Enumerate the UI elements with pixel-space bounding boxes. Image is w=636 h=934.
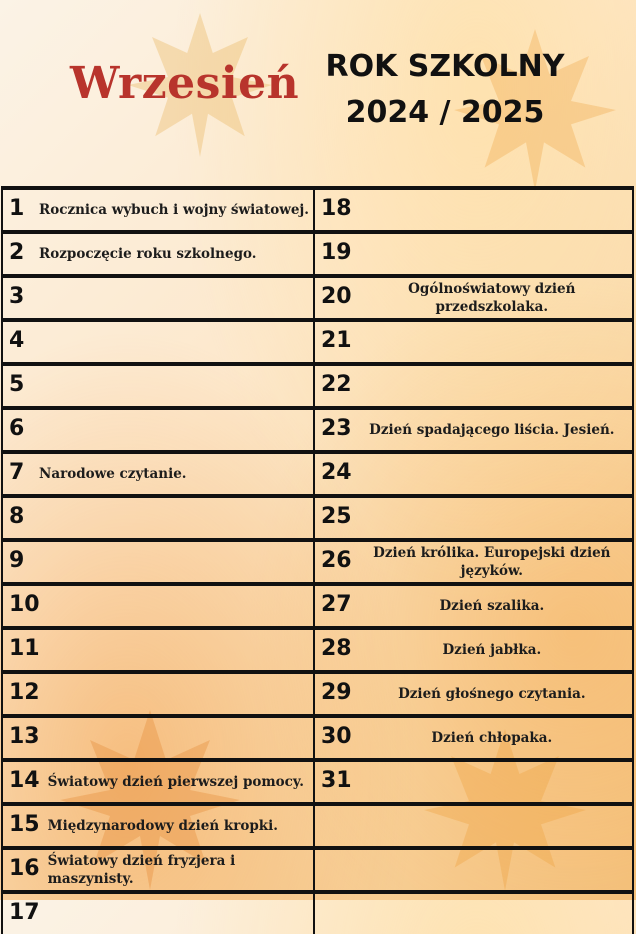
calendar-day-cell	[315, 802, 634, 846]
calendar-day-cell	[315, 186, 634, 230]
day-number: 11	[9, 636, 40, 661]
calendar-day-cell	[315, 846, 634, 890]
day-number: 29	[321, 680, 352, 705]
day-event: Dzień szalika.	[439, 598, 545, 614]
day-number: 7	[9, 460, 25, 485]
day-number: 17	[9, 900, 40, 925]
day-event: Światowy dzień pierwszej pomocy.	[47, 774, 304, 790]
day-number: 25	[321, 504, 352, 529]
calendar-day-cell	[315, 274, 634, 318]
day-number: 27	[321, 592, 352, 617]
calendar-day-cell	[1, 890, 313, 934]
day-event: Dzień spadającego liścia. Jesień.	[369, 422, 615, 438]
calendar-column-right	[315, 186, 634, 934]
day-number: 22	[321, 372, 352, 397]
day-number: 13	[9, 724, 40, 749]
day-number: 16	[9, 856, 40, 881]
calendar-day-cell	[315, 362, 634, 406]
calendar-day-cell	[1, 802, 313, 846]
calendar-day-cell	[1, 362, 313, 406]
month-title: Wrzesień	[70, 58, 300, 109]
day-number: 28	[321, 636, 352, 661]
calendar-day-cell	[1, 538, 313, 582]
day-number: 14	[9, 768, 40, 793]
calendar-day-cell	[315, 626, 634, 670]
calendar-day-cell	[315, 230, 634, 274]
calendar-day-cell	[315, 758, 634, 802]
day-number: 2	[9, 240, 25, 265]
day-event: Dzień jabłka.	[442, 642, 542, 658]
day-number: 21	[321, 328, 352, 353]
calendar-day-cell	[1, 670, 313, 714]
day-event: Rocznica wybuch i wojny światowej.	[39, 202, 310, 218]
day-number: 20	[321, 284, 352, 309]
calendar-day-cell	[1, 318, 313, 362]
day-number: 6	[9, 416, 25, 441]
calendar-day-cell	[1, 626, 313, 670]
day-number: 8	[9, 504, 25, 529]
calendar-day-cell	[315, 450, 634, 494]
calendar-day-cell	[1, 406, 313, 450]
calendar-day-cell	[315, 582, 634, 626]
day-event: Dzień chłopaka.	[431, 730, 553, 746]
day-number: 26	[321, 548, 352, 573]
school-year-label: ROK SZKOLNY	[325, 49, 565, 84]
calendar-day-cell	[1, 758, 313, 802]
day-number: 1	[9, 196, 25, 221]
day-event: Dzień głośnego czytania.	[398, 686, 586, 702]
day-event: Rozpoczęcie roku szkolnego.	[39, 246, 257, 262]
day-number: 31	[321, 768, 352, 793]
day-number: 3	[9, 284, 25, 309]
school-year-heading	[305, 44, 585, 136]
calendar-grid	[1, 186, 634, 925]
day-number: 5	[9, 372, 25, 397]
day-event: Światowy dzień fryzjera i maszynisty.	[47, 853, 236, 887]
calendar-day-cell	[1, 846, 313, 890]
day-number: 24	[321, 460, 352, 485]
day-number: 18	[321, 196, 352, 221]
day-number: 19	[321, 240, 352, 265]
calendar-day-cell	[1, 230, 313, 274]
calendar-day-cell	[1, 186, 313, 230]
calendar-day-cell	[315, 714, 634, 758]
calendar-day-cell	[315, 318, 634, 362]
day-number: 4	[9, 328, 25, 353]
calendar-day-cell	[1, 582, 313, 626]
calendar-day-cell	[1, 274, 313, 318]
day-event: Ogólnoświatowy dzień przedszkolaka.	[408, 281, 576, 315]
calendar-day-cell	[1, 714, 313, 758]
calendar-day-cell	[315, 538, 634, 582]
calendar-day-cell	[1, 450, 313, 494]
day-event: Dzień królika. Europejski dzień języków.	[373, 545, 611, 579]
calendar-day-cell	[315, 670, 634, 714]
day-number: 10	[9, 592, 40, 617]
day-event: Narodowe czytanie.	[39, 466, 187, 482]
calendar-day-cell	[1, 494, 313, 538]
school-year-value: 2024 / 2025	[345, 95, 545, 130]
day-number: 15	[9, 812, 40, 837]
calendar-column-left	[1, 186, 315, 934]
day-event: Międzynarodowy dzień kropki.	[47, 818, 278, 834]
day-number: 9	[9, 548, 25, 573]
day-number: 23	[321, 416, 352, 441]
calendar-day-cell	[315, 406, 634, 450]
day-number: 30	[321, 724, 352, 749]
calendar-day-cell	[315, 890, 634, 934]
day-number: 12	[9, 680, 40, 705]
calendar-day-cell	[315, 494, 634, 538]
